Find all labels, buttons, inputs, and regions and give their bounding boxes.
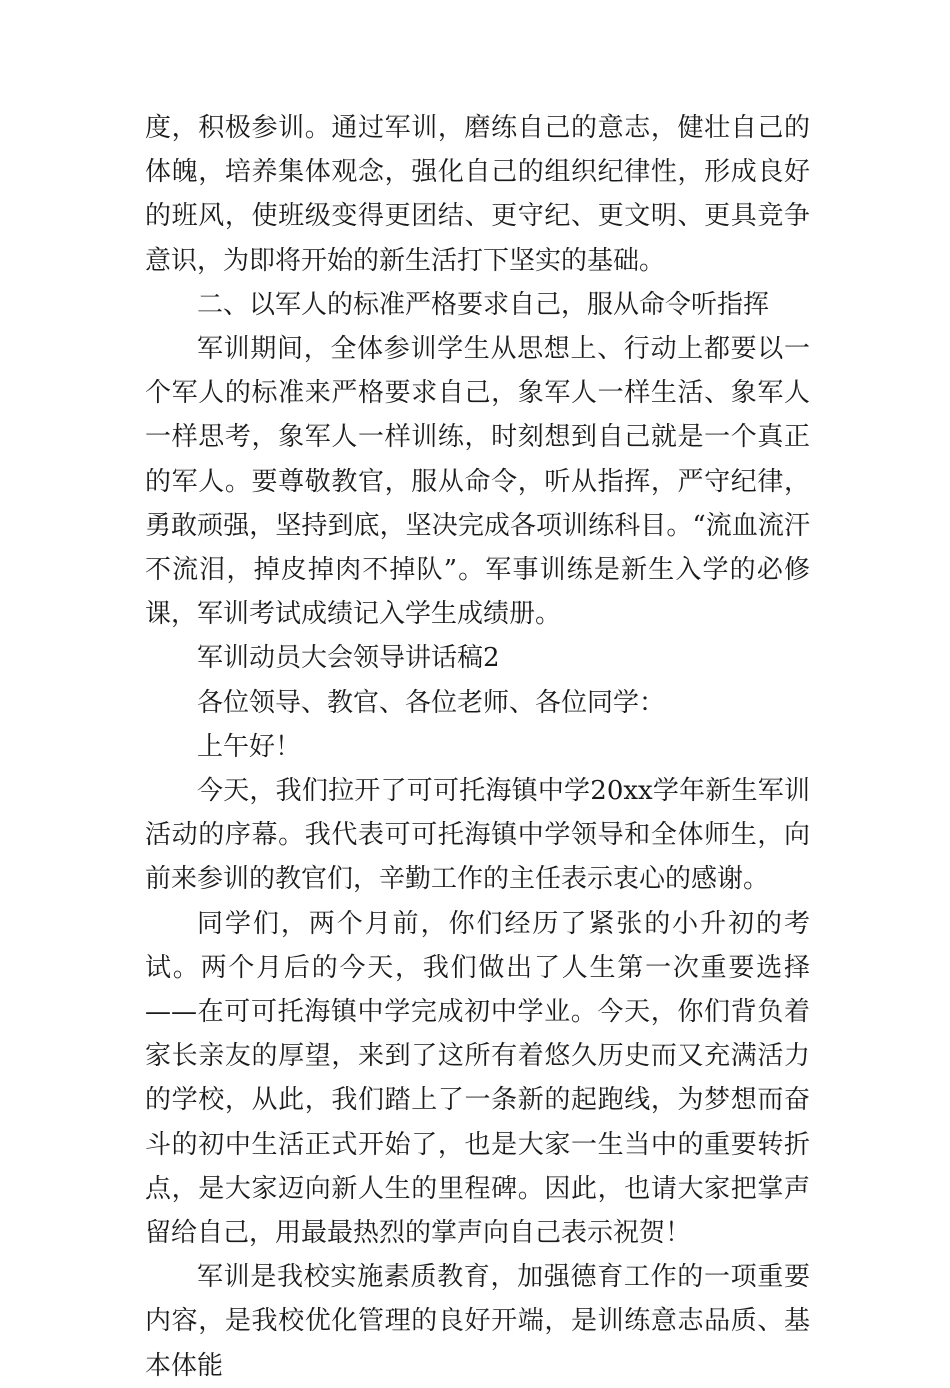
speech-title: 军训动员大会领导讲话稿2 bbox=[197, 643, 500, 674]
paragraph-continuation: 度，积极参训。通过军训，磨练自己的意志，健壮自己的体魄，培养集体观念，强化自己的组织纪律性，形成良好的班风，使班级变得更团结、更守纪、更文明、更具竞争意识，为即将开始的新生活打下坚实的基础。 bbox=[145, 113, 810, 276]
paragraph: 同学们，两个月前，你们经历了紧张的小升初的考试。两个月后的今天，我们做出了人生第一次重要选择——在可可托海镇中学完成初中学业。今天，你们背负着家长亲友的厚望，来到了这所有着悠久历史而又充满活力的学校，从此，我们踏上了一条新的起跑线，为梦想而奋斗的初中生活正式开始了，也是大家一生当中的重要转折点，是大家迈向新人生的里程碑。因此，也请大家把掌声留给自己，用最最热烈的掌声向自己表示祝贺！ bbox=[145, 908, 810, 1249]
greeting: 上午好！ bbox=[197, 731, 302, 762]
paragraph: 军训期间，全体参训学生从思想上、行动上都要以一个军人的标准来严格要求自己，象军人一样生活、象军人一样思考，象军人一样训练，时刻想到自己就是一个真正的军人。要尊敬教官，服从命令，听从指挥，严守纪律，勇敢顽强，坚持到底，坚决完成各项训练科目。“流血流汗不流泪，掉皮掉肉不掉队”。军事训练是新生入学的必修课，军训考试成绩记入学生成绩册。 bbox=[145, 334, 810, 630]
paragraph: 今天，我们拉开了可可托海镇中学20xx学年新生军训活动的序幕。我代表可可托海镇中学领导和全体师生，向前来参训的教官们，辛勤工作的主任表示衷心的感谢。 bbox=[145, 776, 810, 895]
salutation: 各位领导、教官、各位老师、各位同学： bbox=[197, 687, 666, 718]
paragraph: 军训是我校实施素质教育，加强德育工作的一项重要内容，是我校优化管理的良好开端，是训练意志品质、基本体能 bbox=[145, 1262, 810, 1381]
section-heading: 二、以军人的标准严格要求自己，服从命令听指挥 bbox=[197, 289, 770, 320]
document-body bbox=[145, 106, 810, 1388]
